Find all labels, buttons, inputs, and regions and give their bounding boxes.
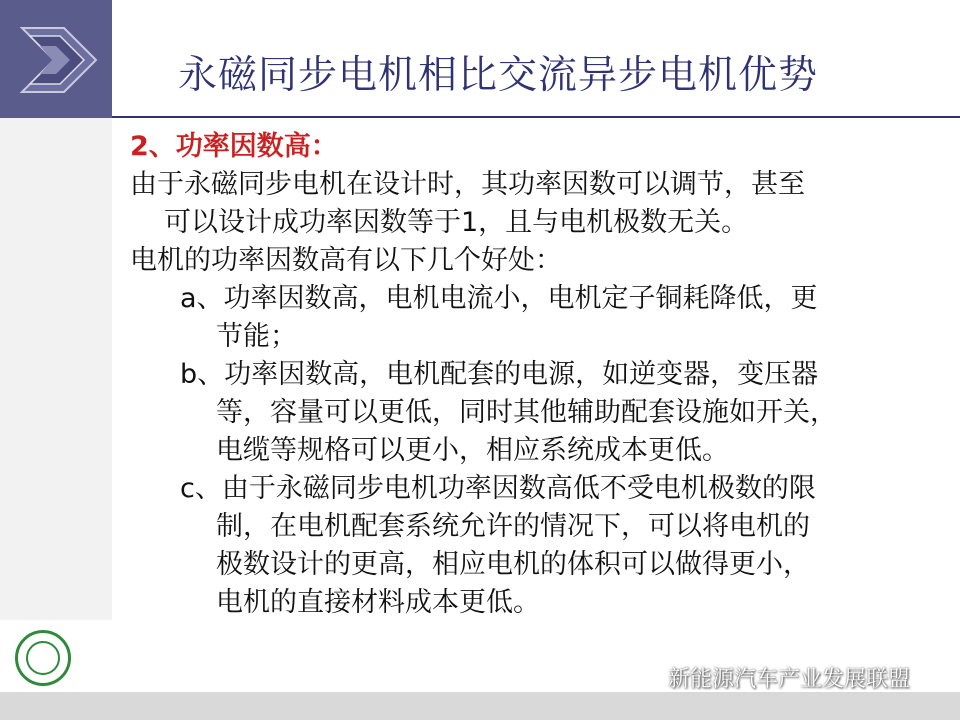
seal-inner-ring — [26, 641, 60, 675]
list-item-b-cont: 电缆等规格可以更小，相应系统成本更低。 — [216, 435, 729, 466]
watermark-text: 新能源汽车产业发展联盟 — [668, 666, 911, 692]
list-item-c-cont: 制，在电机配套系统允许的情况下，可以将电机的 — [216, 511, 810, 542]
organization-seal-icon — [15, 630, 71, 686]
list-item-c-cont: 极数设计的更高，相应电机的体积可以做得更小， — [216, 549, 810, 580]
title-divider — [112, 116, 960, 118]
bottom-strip — [0, 692, 960, 720]
page-title: 永磁同步电机相比交流异步电机优势 — [178, 53, 819, 98]
slide-content — [130, 128, 945, 622]
list-item-c: c、由于永磁同步电机功率因数高低不受电机极数的限 — [180, 473, 816, 504]
paragraph-line: 可以设计成功率因数等于1，且与电机极数无关。 — [164, 207, 749, 238]
list-item-a: a、功率因数高，电机电流小，电机定子铜耗降低，更 — [180, 283, 818, 314]
left-margin-strip — [0, 118, 112, 620]
paragraph-line: 由于永磁同步电机在设计时，其功率因数可以调节，甚至 — [130, 169, 805, 200]
list-item-b: b、功率因数高，电机配套的电源，如逆变器，变压器 — [180, 359, 819, 390]
list-item-a-cont: 节能； — [216, 321, 297, 352]
watermark — [632, 662, 910, 692]
list-item-c-cont: 电机的直接材料成本更低。 — [216, 587, 540, 618]
logo-arrow-icon — [0, 0, 112, 118]
wechat-icon — [632, 665, 660, 689]
intro-line: 电机的功率因数高有以下几个好处： — [130, 245, 562, 276]
section-heading: 2、功率因数高： — [130, 131, 338, 162]
list-item-b-cont: 等，容量可以更低，同时其他辅助配套设施如开关， — [216, 397, 837, 428]
